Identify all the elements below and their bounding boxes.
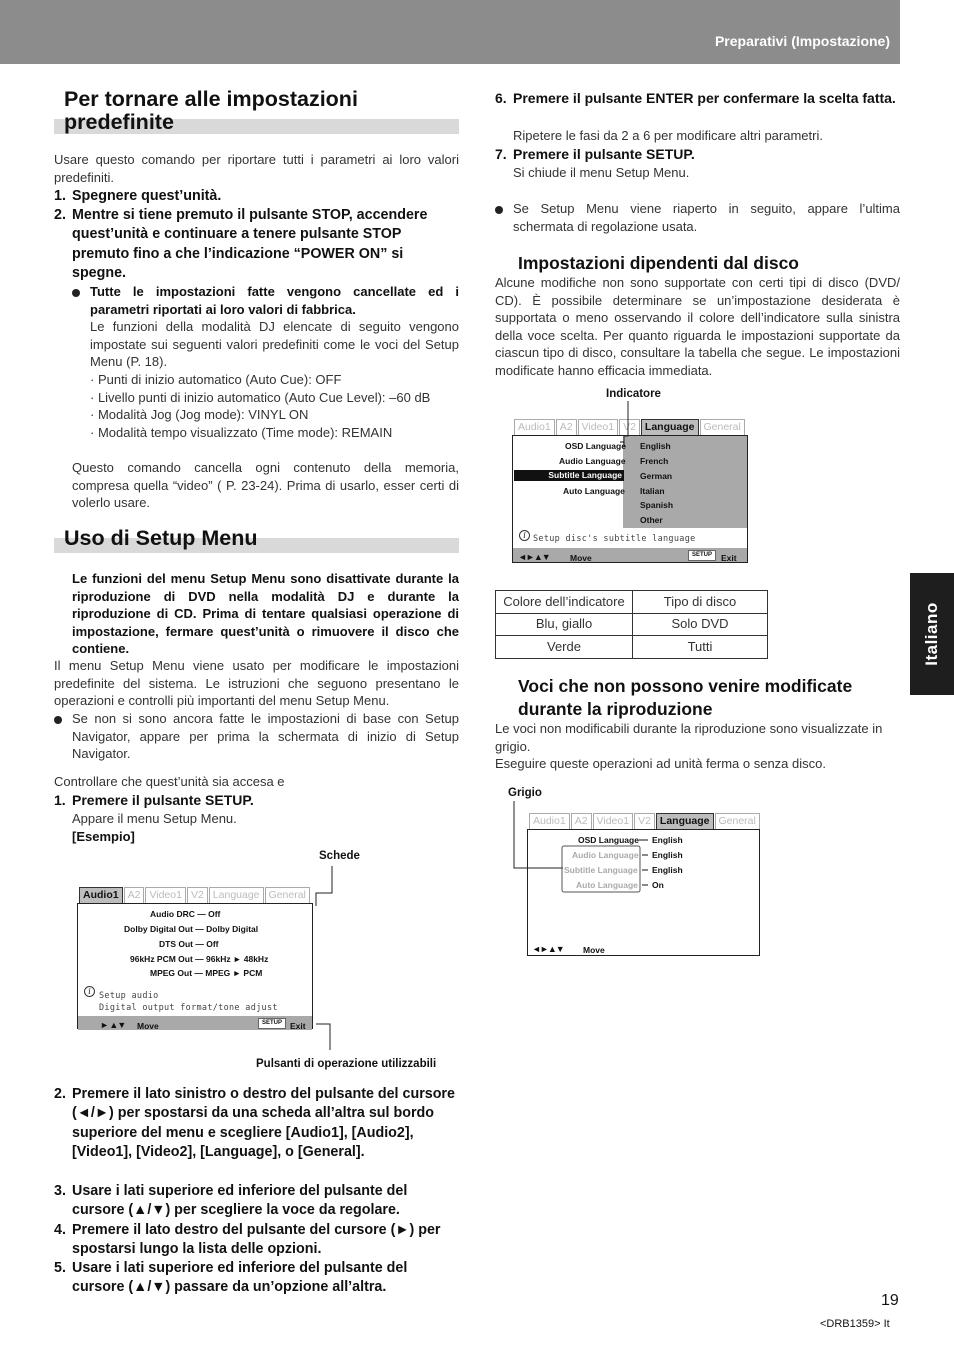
setup-warning: Le funzioni del menu Setup Menu sono disattivate durante la riproduzione di DVD nella modalità DJ e durante la riproduzione di CD. Prima di tentare qualsiasi operazione di impostazione, fermare quest’unità o rimuovere il disco che contiene. xyxy=(72,571,459,657)
navigator-bullet: Se non si sono ancora fatte le impostazioni di base con Setup Navigator, appare per prima la schermata di inizio di Setup Navigator. xyxy=(54,710,459,763)
setup-step-7: 7. Premere il pulsante SETUP. xyxy=(495,146,695,162)
tab-audio2[interactable]: A2 xyxy=(124,887,145,903)
heading-reset-defaults: Per tornare alle impostazioni predefinite xyxy=(64,87,358,134)
tab-audio2[interactable]: A2 xyxy=(556,419,577,435)
info-icon: i xyxy=(84,986,95,997)
menu-item-subtitle-language[interactable]: Subtitle Language xyxy=(514,470,624,481)
step-6-text: Ripetere le fasi da 2 a 6 per modificare altri parametri. xyxy=(513,128,823,143)
info-line-2: Digital output format/tone adjust xyxy=(99,1003,278,1013)
tab-video2[interactable]: V2 xyxy=(619,419,640,435)
table-header-color: Colore dell’indicatore xyxy=(496,591,633,614)
menu-item-audio-language[interactable]: Audio Language xyxy=(559,456,626,466)
menu-item-audio-language-greyed: Audio Language xyxy=(572,850,639,860)
callout-tabs: Schede xyxy=(319,850,360,862)
option-italian[interactable]: Italian xyxy=(640,486,665,496)
menu-item-dts[interactable]: DTS Out — Off xyxy=(159,939,219,949)
page-number: 19 xyxy=(881,1292,899,1309)
table-header-disc: Tipo di disco xyxy=(633,591,768,614)
menu-item-osd-language[interactable]: OSD Language xyxy=(565,441,626,451)
callout-indicator: Indicatore xyxy=(606,388,661,400)
section-title: Preparativi (Impostazione) xyxy=(714,33,890,49)
default-item: · Punti di inizio automatico (Auto Cue): OFF xyxy=(90,372,342,387)
menu-item-auto-language[interactable]: Auto Language xyxy=(563,486,625,496)
heading-playback-locked: Voci che non possono venire modificate durante la riproduzione xyxy=(518,676,853,719)
step-1-text: Appare il menu Setup Menu. xyxy=(72,811,237,826)
reset-intro: Usare questo comando per riportare tutti i parametri ai loro valori predefiniti. xyxy=(54,152,459,185)
heading-disc-settings: Impostazioni dipendenti dal disco xyxy=(518,253,799,273)
setup-step-4: 4. Premere il lato destro del pulsante del cursore (►) per spostarsi lungo la lista delle opzioni. xyxy=(54,1222,441,1258)
default-item: · Modalità Jog (Jog mode): VINYL ON xyxy=(90,407,309,423)
move-label: Move xyxy=(583,945,605,955)
tab-video1[interactable]: Video1 xyxy=(593,813,634,829)
reset-bullet: Tutte le impostazioni fatte vengono cancellate ed i parametri riportati ai loro valori di fabbrica. Le funzioni della modalità DJ elencate di seguito vengono impostate sui seguenti valori predefiniti come le voci del Setup Menu (P. 18). xyxy=(72,283,459,371)
value-audio-language: English xyxy=(652,850,683,860)
setup-step-2: 2. Premere il lato sinistro o destro del pulsante del cursore (◄/►) per spostarsi da una scheda all’altra sul bordo superiore del menu e scegliere [Audio1], [Audio2], [Video1], [Video2], [Language], o [General]. xyxy=(54,1086,455,1161)
option-german[interactable]: German xyxy=(640,471,673,481)
reset-step-1: 1. Spegnere quest’unità. xyxy=(54,188,222,204)
menu-item-audio-drc[interactable]: Audio DRC — Off xyxy=(150,909,221,919)
menu-item-mpeg[interactable]: MPEG Out — MPEG ► PCM xyxy=(150,968,263,978)
value-osd-language: English xyxy=(652,835,683,845)
setup-step-3: 3. Usare i lati superiore ed inferiore del pulsante del cursore (▲/▼) per scegliere la voce da regolare. xyxy=(54,1183,408,1219)
tab-audio1[interactable]: Audio1 xyxy=(514,419,555,435)
table-cell: Verde xyxy=(496,636,633,659)
info-line: Setup disc's subtitle language xyxy=(533,534,696,544)
side-tab-label: Italiano xyxy=(922,602,942,666)
playback-text-1: Le voci non modificabili durante la riproduzione sono visualizzate in grigio. xyxy=(495,721,883,754)
tab-audio1[interactable]: Audio1 xyxy=(79,887,123,903)
option-french[interactable]: French xyxy=(640,456,669,466)
tab-video2[interactable]: V2 xyxy=(634,813,655,829)
cursor-arrows-icon: ◄►▲▼ xyxy=(532,944,564,954)
playback-text-2: Eseguire queste operazioni ad unità ferma o senza disco. xyxy=(495,756,826,771)
value-subtitle-language: English xyxy=(652,865,683,875)
tab-general[interactable]: General xyxy=(715,813,760,829)
tab-general[interactable]: General xyxy=(700,419,745,435)
reopen-bullet: Se Setup Menu viene riaperto in seguito, appare l’ultima schermata di regolazione usata. xyxy=(495,200,900,235)
menu-item-auto-language-greyed: Auto Language xyxy=(576,880,638,890)
table-cell: Tutti xyxy=(633,636,768,659)
exit-label: Exit xyxy=(721,553,737,563)
setup-step-5: 5. Usare i lati superiore ed inferiore del pulsante del cursore (▲/▼) passare da un’opzione all’altra. xyxy=(54,1260,408,1296)
setup-step-1: 1. Premere il pulsante SETUP. xyxy=(54,792,254,808)
callout-buttons: Pulsanti di operazione utilizzabili xyxy=(256,1058,437,1070)
step-7-text: Si chiude il menu Setup Menu. xyxy=(513,165,690,180)
value-auto-language: On xyxy=(652,880,664,890)
menu-item-96khz[interactable]: 96kHz PCM Out — 96kHz ► 48kHz xyxy=(130,954,269,964)
option-spanish[interactable]: Spanish xyxy=(640,500,674,510)
example-label: [Esempio] xyxy=(72,829,135,844)
move-label: Move xyxy=(570,553,592,563)
table-cell: Blu, giallo xyxy=(496,613,633,636)
menu-item-dolby-digital[interactable]: Dolby Digital Out — Dolby Digital xyxy=(124,924,259,934)
menu-item-osd-language[interactable]: OSD Language xyxy=(578,835,639,845)
tab-general[interactable]: General xyxy=(265,887,310,903)
exit-label: Exit xyxy=(290,1021,306,1031)
move-label: Move xyxy=(137,1021,159,1031)
setup-intro: Il menu Setup Menu viene usato per modificare le impostazioni predefinite del sistema. Le istruzioni che seguono presentano le operazioni e controlli più importanti del menu Setup Menu. xyxy=(54,658,459,709)
setup-step-6: 6. Premere il pulsante ENTER per confermare la scelta fatta. xyxy=(495,90,896,106)
menu-item-subtitle-language-greyed: Subtitle Language xyxy=(564,865,638,875)
doc-code: <DRB1359> It xyxy=(820,1318,890,1330)
info-line-1: Setup audio xyxy=(99,991,159,1001)
tab-language[interactable]: Language xyxy=(656,813,714,829)
tab-video2[interactable]: V2 xyxy=(187,887,208,903)
setup-button[interactable]: SETUP xyxy=(258,1018,286,1029)
setup-button[interactable]: SETUP xyxy=(688,550,716,561)
callout-grey: Grigio xyxy=(508,787,542,799)
cursor-arrows-icon: ◄►▲▼ xyxy=(518,552,550,562)
tab-language[interactable]: Language xyxy=(641,419,699,435)
tab-language[interactable]: Language xyxy=(209,887,264,903)
option-english[interactable]: English xyxy=(640,441,671,451)
tab-audio2[interactable]: A2 xyxy=(571,813,592,829)
check-power-text: Controllare che quest’unità sia accesa e xyxy=(54,774,285,789)
memory-note: Questo comando cancella ogni contenuto della memoria, compresa quella “video” ( P. 23-24). Prima di usarlo, esser certi di volerlo usare. xyxy=(72,460,459,511)
cursor-arrows-icon: ► ▲▼ xyxy=(100,1020,126,1030)
default-item: · Livello punti di inizio automatico (Auto Cue Level): –60 dB xyxy=(90,389,431,405)
default-item: · Modalità tempo visualizzato (Time mode): REMAIN xyxy=(90,424,393,440)
heading-setup-menu: Uso di Setup Menu xyxy=(64,526,258,550)
info-icon: i xyxy=(519,530,530,541)
tab-video1[interactable]: Video1 xyxy=(578,419,619,435)
disc-text: Alcune modifiche non sono supportate con certi tipi di disco (DVD/ CD). È possibile determinare se un’impostazione desiderata è supportata o meno osservando il colore dell’indicatore sulla sinistra della voce scelta. Per quanto riguarda le impostazioni supportate da ciascun tipo di disco, consultare la tabella che segue. Le impostazioni modificate hanno efficacia immediata. xyxy=(495,275,900,378)
table-cell: Solo DVD xyxy=(633,613,768,636)
tab-audio1[interactable]: Audio1 xyxy=(529,813,570,829)
option-other[interactable]: Other xyxy=(640,515,663,525)
tab-video1[interactable]: Video1 xyxy=(145,887,186,903)
reset-step-2: 2. Mentre si tiene premuto il pulsante STOP, accendere quest’unità e continuare a tenere pulsante STOP premuto fino a che l’indicazione “POWER ON” si spegne. xyxy=(54,207,428,282)
